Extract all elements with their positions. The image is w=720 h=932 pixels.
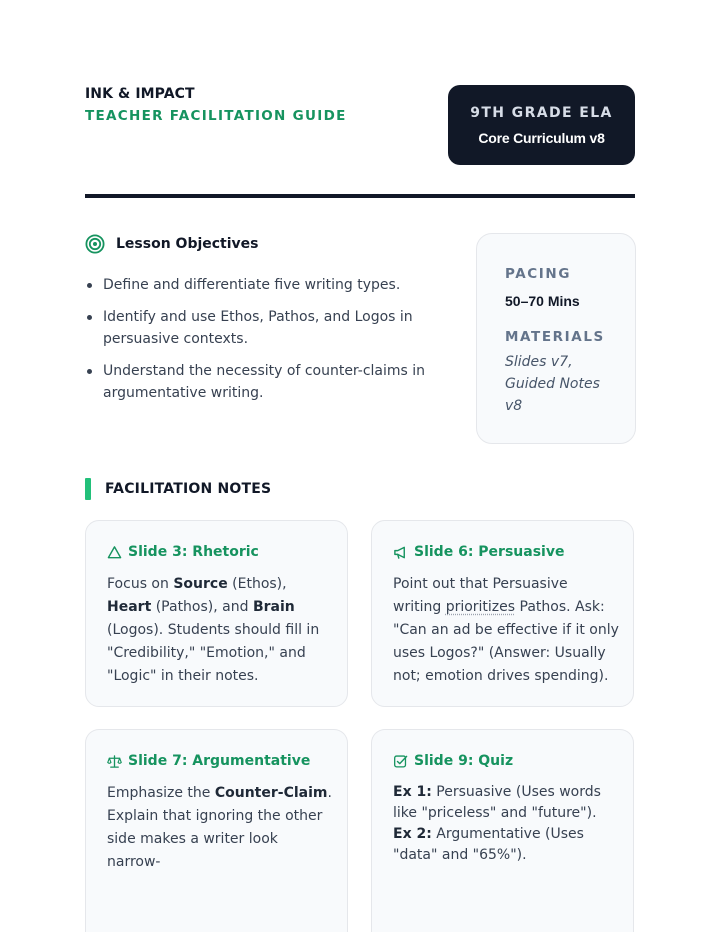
card-title: Slide 3: Rhetoric — [128, 544, 259, 560]
quiz-example — [393, 824, 619, 866]
lesson-meta-card — [476, 233, 636, 444]
card-title: Slide 7: Argumentative — [128, 753, 311, 769]
grade-badge — [448, 85, 635, 165]
card-text: Emphasize the — [107, 785, 215, 801]
facilitation-title: FACILITATION NOTES — [105, 481, 272, 497]
quiz-example — [393, 782, 619, 824]
card-title: Slide 6: Persuasive — [414, 544, 565, 560]
brand-name: INK & IMPACT — [85, 86, 195, 102]
list-item: Define and differentiate five writing types. — [85, 274, 435, 296]
objectives-heading — [85, 233, 259, 255]
card-text: Persuasive (Uses words like "priceless" and "future"). — [393, 784, 601, 821]
list-item: Identify and use Ethos, Pathos, and Logos in persuasive contexts. — [85, 306, 435, 350]
card-text: . Explain that ignoring the other side makes a writer look narrow- — [107, 785, 332, 870]
section-accent-bar — [85, 478, 91, 500]
objectives-list — [85, 274, 435, 414]
objectives-title: Lesson Objectives — [116, 236, 259, 252]
card-text: Point out that Persuasive writing — [393, 576, 568, 615]
facilitation-heading — [85, 478, 271, 500]
document-subtitle: TEACHER FACILITATION GUIDE — [85, 108, 347, 124]
card-header — [107, 544, 259, 560]
card-text: Focus on — [107, 576, 174, 592]
card-body — [107, 782, 333, 874]
card-body — [107, 573, 333, 688]
grade-title: 9TH GRADE ELA — [470, 105, 613, 121]
card-header — [393, 544, 564, 560]
card-bold-text: Source — [173, 576, 228, 592]
pacing-value: 50–70 Mins — [505, 293, 580, 309]
card-text: Pathos. Ask: "Can an ad be effective if it only uses Logos?" (Answer: Usually not; emotion drives spending). — [393, 599, 619, 684]
target-icon — [85, 234, 105, 254]
card-title: Slide 9: Quiz — [414, 753, 514, 769]
card-body — [393, 573, 619, 688]
megaphone-icon — [393, 545, 408, 560]
curriculum-version: Core Curriculum v8 — [478, 130, 605, 146]
card-text: (Logos). Students should fill in "Credibility," "Emotion," and "Logic" in their notes. — [107, 622, 320, 684]
warning-triangle-icon — [107, 545, 122, 560]
card-bold-text: Ex 1: — [393, 784, 432, 800]
card-bold-text: Ex 2: — [393, 826, 432, 842]
note-card-rhetoric — [85, 520, 348, 707]
note-card-quiz — [371, 729, 634, 932]
card-bold-text: Counter-Claim — [214, 785, 328, 801]
card-text: (Ethos), — [227, 576, 287, 592]
pacing-label: PACING — [505, 266, 572, 282]
card-header — [107, 753, 310, 769]
card-text: (Pathos), and — [151, 599, 253, 615]
card-bold-text: Heart — [107, 599, 152, 615]
list-item: Understand the necessity of counter-claims in argumentative writing. — [85, 360, 435, 404]
checkbox-icon — [393, 754, 408, 769]
card-text: Argumentative (Uses "data" and "65%"). — [393, 826, 584, 863]
materials-value: Slides v7, Guided Notes v8 — [505, 354, 600, 414]
scale-icon — [107, 754, 122, 769]
note-card-persuasive — [371, 520, 634, 707]
materials-label: MATERIALS — [505, 329, 605, 345]
note-card-argumentative — [85, 729, 348, 932]
header-divider — [85, 194, 635, 198]
card-bold-text: Brain — [252, 599, 295, 615]
card-underlined-text: prioritizes — [445, 599, 516, 615]
card-body — [393, 782, 619, 866]
card-header — [393, 753, 513, 769]
